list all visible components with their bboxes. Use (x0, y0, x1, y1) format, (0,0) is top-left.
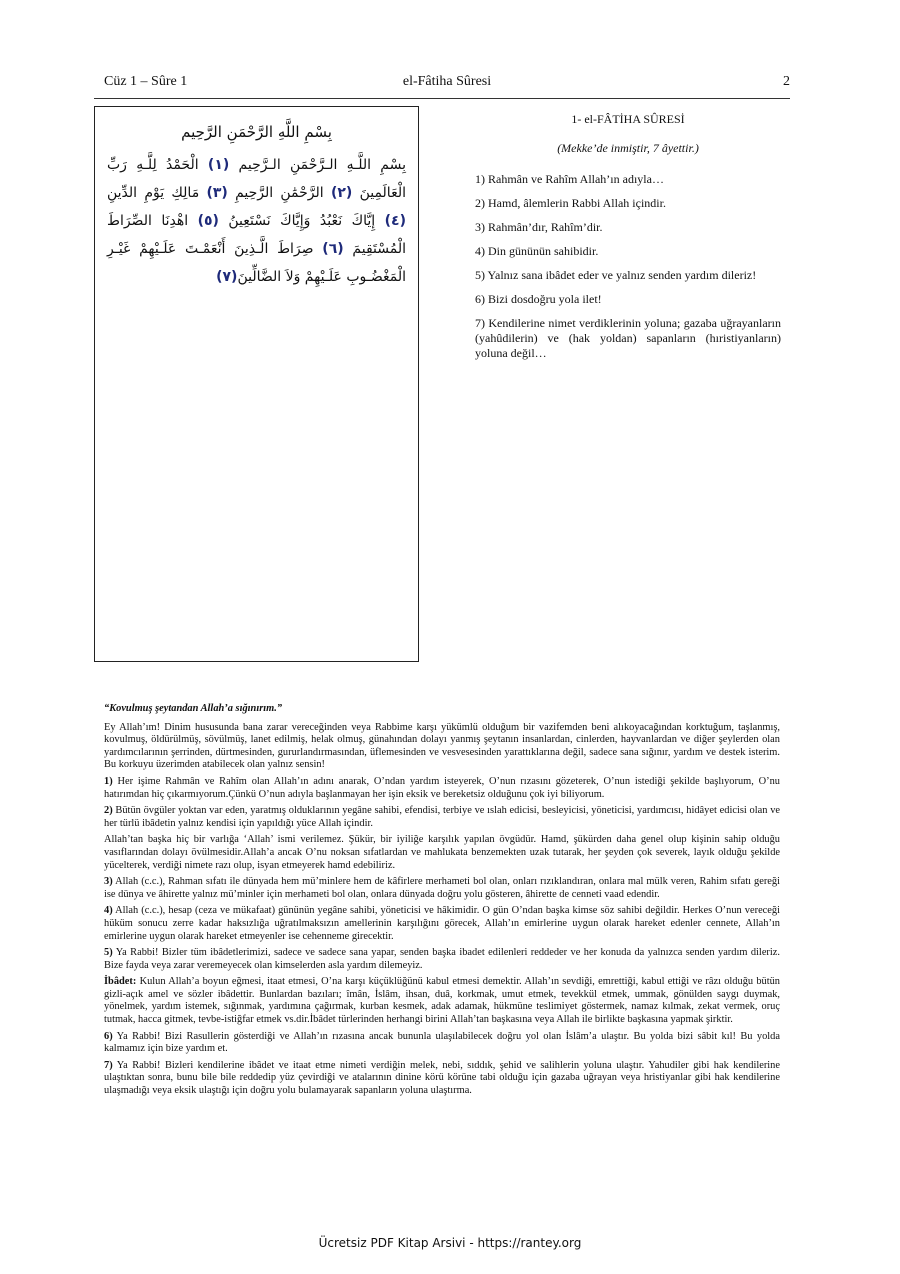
arabic-text-box (94, 106, 419, 662)
verse-number: (٤) (384, 213, 406, 229)
paragraph-text: Allah’tan başka hiç bir varlığa ‘Allah’ ismi verilemez. Şükür, bir iyiliğe karşılık yapılan övgüdür. Hamd, şükürden daha genel olup kişinin sahip olduğu vasıflarından dolayı övülmesidir.Allah’a ancak O’nu noksan sıfatlardan ve mahlukata benzemekten uzak tutarak, her şeyden çok severek, layık olduğu şekilde yücelterek, verdiği nimete razı olup, isyan etmeyerek hamd edebiliriz. (104, 834, 780, 871)
translation-verse: 5) Yalnız sana ibâdet eder ve yalnız senden yardım dileriz! (475, 268, 757, 282)
translation-verses (475, 172, 781, 361)
translation-verse: 7) Kendilerine nimet verdiklerinin yoluna; gazaba uğrayanların (yahûdilerin) ve (hak yoldan) sapanların (hıristiyanların) yoluna değil… (475, 316, 781, 360)
commentary-paragraph (104, 1031, 780, 1056)
commentary-paragraph (104, 834, 780, 872)
verse-number: (٥) (197, 213, 219, 229)
paragraph-lead: 3) (104, 876, 113, 888)
paragraph-lead: 6) (104, 1030, 113, 1042)
paragraph-text: Kulun Allah’a boyun eğmesi, itaat etmesi, O’na karşı küçüklüğünü kabul etmesi demektir. Allah’ın sevdiği, emrettiği, kabul ettiği ve râzı olduğu bütün gizli-açık amel ve sözler ibâdettir. Bunlardan bazıları; îmân, İslâm, ihsan, duâ, korkmak, umut etmek, tevekkül etmek, ummak, gönülden saygı duymak, yönelmek, yardım istemek, sığınmak, yardımına çağırmak, kurban kesmek, adak adamak, hükmüne teslimiyet göstermek, namaz kılmak, zekat vermek, oruç tutmak, hacca gitmek, tevbe-istiğfar etmek vs.dir.İbâdet türlerinden herhangi birini Allah’tan başkasına veya Allah ile birlikte başkasına yapmak şirktir. (104, 976, 780, 1026)
sura-subtitle: (Mekke’de inmiştir, 7 âyettir.) (557, 141, 699, 155)
translation-verse: 1) Rahmân ve Rahîm Allah’ın adıyla… (475, 172, 664, 186)
paragraph-lead: 5) (104, 947, 113, 959)
paragraph-lead: 4) (104, 905, 113, 917)
translation-verse: 6) Bizi dosdoğru yola ilet! (475, 292, 602, 306)
verse-number: (٦) (322, 241, 344, 257)
page-header (104, 72, 790, 94)
translation-verse: 4) Din gününün sahibidir. (475, 244, 599, 258)
footer-source: Ücretsiz PDF Kitap Arsivi - https://rantey.org (318, 1236, 582, 1250)
arabic-verse-text: صِرَاطَ الَّـذِينَ أَنْعَمْـتَ عَلَـيْهِمْ غَيْـرِ الْمَغْضُـوبِ عَلَـيْهِمْ وَلاَ الضَّالِّينَ (107, 241, 406, 285)
paragraph-text: Ya Rabbi! Bizler tüm ibâdetlerimizi, sadece ve sadece sana yapar, senden başka ibadet edilenleri reddeder ve her konuda da yalnızca senden yardım dileriz. Bize fayda veya zarar veremeyecek olan kimselerden asla yardım dilemeyiz. (104, 947, 780, 971)
verse-number: (٢) (330, 185, 353, 201)
commentary-paragraph (104, 876, 780, 901)
commentary-paragraph (104, 805, 780, 830)
paragraph-text: Allah (c.c.), hesap (ceza ve mükafaat) gününün yegâne sahibi, yöneticisi ve hâkimidir. O gün O’ndan başka kimse söz sahibi değildir. Herkes O’nun vereceği hüküm sonucu zerre kadar haksızlığa uğratılmaksızın amellerinin karşılığını görecek, Allah’ın emirlerine uygun olarak hareket edenler cennete, Allah’ın emirlerine uygun olarak hareket etmeyenler ise cehenneme girecektir. (104, 905, 780, 942)
commentary-paragraph (104, 1060, 780, 1098)
commentary-section (104, 703, 780, 1102)
arabic-verse-text: بِسْمِ اللَّـهِ الـرَّحْمَنِ الـرَّحِيم (229, 157, 407, 173)
commentary-paragraph (104, 722, 780, 772)
commentary-paragraphs (104, 722, 780, 1098)
paragraph-lead: 7) (104, 1059, 113, 1071)
arabic-verse-text: الْحَمْدُ لِلَّـهِ رَبِّ الْعَالَمِينَ (107, 157, 406, 201)
commentary-paragraph (104, 947, 780, 972)
commentary-heading: “Kovulmuş şeytandan Allah’a sığınırım.” (104, 703, 283, 714)
arabic-verse-text: اهْدِنَا الصِّرَاطَ الْمُسْتَقِيمَ (107, 213, 406, 257)
commentary-paragraph (104, 976, 780, 1026)
translation-verse: 3) Rahmân’dır, Rahîm’dir. (475, 220, 603, 234)
translation-verse: 2) Hamd, âlemlerin Rabbi Allah içindir. (475, 196, 666, 210)
translation-column (475, 108, 781, 370)
paragraph-lead: İbâdet: (104, 976, 137, 988)
sura-title: 1- el-FÂTİHA SÛRESİ (571, 112, 685, 126)
arabic-verses (95, 141, 418, 291)
paragraph-text: Ey Allah’ım! Dinim hususunda bana zarar vereceğinden veya Rabbime karşı yükümlü olduğum bir vazifemden beni alıkoyacağından korktuğum, taşlanmış, kovulmuş, öldürülmüş, sövülmüş, lanet edilmiş, helak olmuş, günahından dolayı yanmış şeytanın insanlardan, cinlerden, hayvanlardan ve diğer şeylerden olan yardımcılarının şerrinden, dürtmesinden, gururlandırmasından, üflemesinden ve vesvesesinden yarattıklarına değil, sadece sana sığınır, yardım ve destek isterim. Bu korkuyu üzerimden atabilecek olan yalnız sensin! (104, 721, 780, 771)
paragraph-text: Her işime Rahmân ve Rahîm olan Allah’ın adını anarak, O’ndan yardım isteyerek, O’nun rızasını gözeterek, O’nun istediği şekilde başlıyorum, O’nu hatırımdan hiç çıkarmıyorum.Çünkü O’nun adıyla başlanmayan her işin eksik ve bereketsiz olduğunu çok iyi biliyorum. (104, 775, 780, 800)
basmala: بِسْمِ اللَّهِ الرَّحْمَنِ الرَّحِيم (181, 123, 332, 141)
commentary-paragraph (104, 776, 780, 801)
paragraph-text: Allah (c.c.), Rahman sıfatı ile dünyada hem mü’minlere hem de kâfirlere merhameti bol olan, onları rızıklandıran, onlara mal mülk veren, Rahim sıfatı gereği ise dünya ve âhirette yalnız mü’minler için merhameti bol olan, onlara dünyada doğru yolu gösteren, âhirette de cenneti vaad edendir. (104, 876, 780, 900)
juz-sura-label: Cüz 1 – Sûre 1 (104, 74, 188, 89)
arabic-verse-text: إِيَّاكَ نَعْبُدُ وَإِيَّاكَ نَسْتَعِينُ (218, 213, 385, 229)
arabic-verse-text: مَالِكِ يَوْمِ الدِّينِ (107, 185, 207, 201)
verse-number: (٧) (216, 269, 238, 285)
commentary-paragraph (104, 905, 780, 943)
paragraph-lead: 1) (104, 775, 113, 787)
paragraph-text: Bütün övgüler yoktan var eden, yaratmış olduklarının yegâne sahibi, efendisi, terbiye ve ıslah edicisi, besleyicisi, yöneticisi, yardımcısı, hidâyet edicisi olan ve her türlü ibâdetin yalnız kendisi için yapıldığı yüce Allah içindir. (104, 805, 780, 829)
paragraph-text: Ya Rabbi! Bizleri kendilerine ibâdet ve itaat etme nimeti verdiğin melek, nebi, sıddık, şehid ve salihlerin yoluna ulaştır. Yahudiler gibi hak kendilerine ulaştıktan sonra, bunu bile bile reddedip yüz çevirdiği ve atalarının dinine körü körüne tabi olduğu için gazaba uğrayan veya hristiyanlar gibi hak kendilerine ulaşmadığı veya eksik ulaştığı için doğru yolu bulamayarak sapanların yoluna ulaştırma. (104, 1059, 780, 1097)
arabic-verse-text: الرَّحْمَٰنِ الرَّحِيمِ (227, 185, 331, 201)
verse-number: (١) (207, 157, 230, 173)
page-number: 2 (783, 74, 790, 89)
verse-number: (٣) (206, 185, 228, 201)
page-title: el-Fâtiha Sûresi (402, 74, 492, 89)
paragraph-lead: 2) (104, 805, 113, 817)
paragraph-text: Ya Rabbi! Bizi Rasullerin gösterdiği ve Allah’ın rızasına ancak bununla ulaşılabilecek doğru yol olan İslâm’a ulaştır. Bu yolda bizi sâbit kıl! Bu yolda kalmamız için bize yardım et. (104, 1030, 780, 1055)
header-divider (94, 98, 790, 99)
